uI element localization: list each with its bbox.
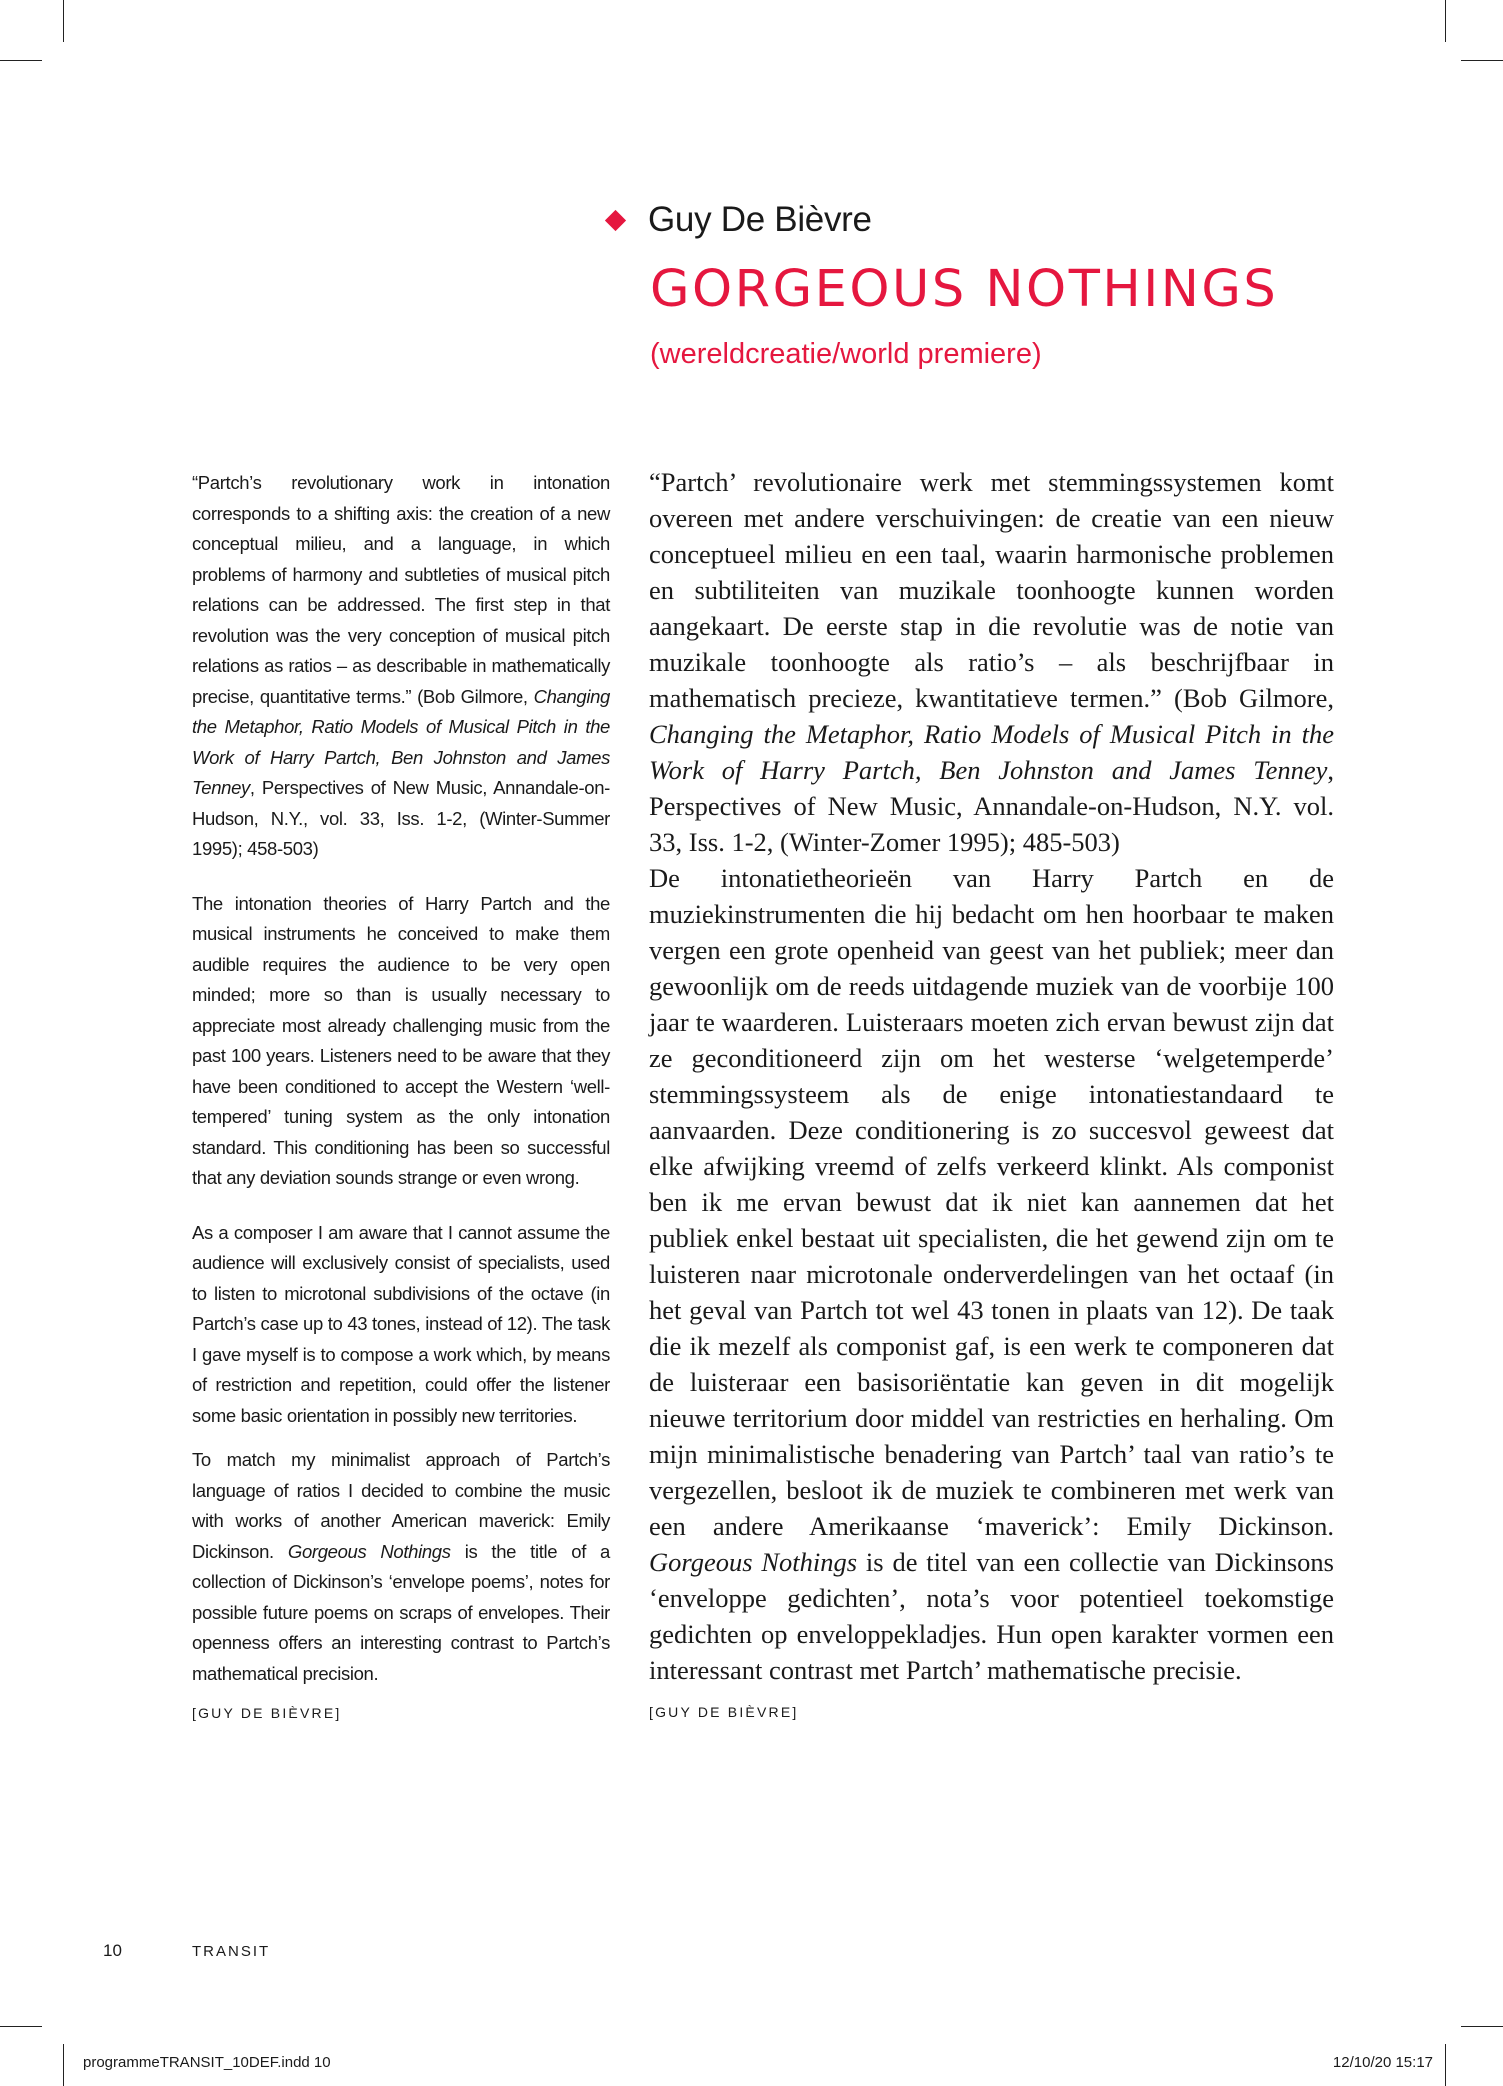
crop-mark bbox=[63, 2044, 64, 2086]
composer-line bbox=[604, 190, 1364, 250]
english-paragraph: As a composer I am aware that I cannot assume the audience will exclusively consist of specialists, used to listen to microtonal subdivisions of the octave (in Partch’s case up to 43 tones, instead of 12). The task I gave myself is to compose a work which, by means of restriction and repetition, could offer the listener some basic orientation in possibly new territories. bbox=[192, 1221, 610, 1426]
crop-mark bbox=[0, 2026, 42, 2027]
slug-timestamp: 12/10/20 15:17 bbox=[1332, 2054, 1433, 2071]
work-title-italic: Gorgeous Nothings bbox=[287, 1540, 451, 1562]
crop-mark bbox=[1461, 60, 1503, 61]
work-title-italic: Gorgeous Nothings bbox=[649, 1547, 858, 1577]
composer-name: Guy De Bièvre bbox=[648, 200, 872, 239]
crop-mark bbox=[1445, 2044, 1446, 2086]
slug-file-name: programmeTRANSIT_10DEF.indd 10 bbox=[83, 2054, 331, 2071]
english-paragraph: The intonation theories of Harry Partch and the musical instruments he conceived to make them audible requires the audience to be very open minded; more so than is usually necessary to appreciate most already challenging music from the past 100 years. Listeners need to be aware that they have been conditioned to accept the Western ‘well-tempered’ tuning system as the only intonation standard. This conditioning has been so successful that any deviation sounds strange or even wrong. bbox=[192, 892, 610, 1188]
crop-mark bbox=[0, 60, 42, 61]
page-number: 10 bbox=[103, 1941, 122, 1960]
dutch-paragraph: “Partch’ revolutionaire werk met stemmingssystemen komt overeen met andere verschuivingen: de creatie van een nieuw conceptueel milieu en een taal, waarin harmonische problemen en subtiliteiten van muzikale toonhoogte kunnen worden aangekaart. De eerste stap in die revolutie was de notie van muzikale toonhoogte als ratio’s – als beschrijfbaar in mathematisch precieze, kwantitatieve termen.” (Bob Gilmore, Changing the Metaphor, Ratio Models of Musical Pitch in the Work of Harry Partch, Ben Johnston and James Tenney, Perspectives of New Music, Annandale-on-Hudson, N.Y. vol. 33, Iss. 1-2, (Winter-Zomer 1995); 485-503) bbox=[649, 467, 1334, 857]
english-column bbox=[192, 468, 610, 1723]
diamond-bullet-icon bbox=[605, 209, 626, 230]
author-signature: [GUY DE BIÈVRE] bbox=[192, 1705, 342, 1721]
crop-mark bbox=[1445, 0, 1446, 42]
english-paragraph: To match my minimalist approach of Partch’s language of ratios I decided to combine the music with works of another American maverick: Emily Dickinson. Gorgeous Nothings is the title of a collection of Dickinson’s ‘envelope poems’, notes for possible future poems on scraps of envelopes. Their openness offers an interesting contrast to Partch’s mathematical precision. bbox=[192, 1449, 610, 1684]
crop-mark bbox=[63, 0, 64, 42]
premiere-note: (wereldcreatie/world premiere) bbox=[650, 338, 1042, 370]
running-head: TRANSIT bbox=[192, 1943, 271, 1960]
dutch-paragraph: De intonatietheorieën van Harry Partch en de muziekinstrumenten die hij bedacht om hen hoorbaar te maken vergen een grote openheid van geest van het publiek; meer dan gewoonlijk om de reeds uitdagende muziek van de voorbije 100 jaar te waarderen. Luisteraars moeten zich ervan bewust zijn dat ze geconditioneerd zijn om het westerse ‘welgetemperde’ stemmingssysteem als de enige intonatiestandaard te aanvaarden. Deze conditionering is zo succesvol geweest dat elke afwijking vreemd of zelfs verkeerd klinkt. Als componist ben ik me ervan bewust dat ik niet kan aannemen dat het publiek enkel bestaat uit specialisten, die het gewend zijn om te luisteren naar microtonale onderverdelingen van het octaaf (in het geval van Partch tot wel 43 tonen in plaats van 12). De taak die ik mezelf als componist gaf, is een werk te componeren dat de luisteraar een basisoriëntatie kan geven in dit mogelijk nieuwe territorium door middel van restricties en herhaling. Om mijn minimalistische benadering van Partch’ taal van ratio’s te vergezellen, besloot ik de muziek te combineren met werk van een andere Amerikaanse ‘maverick’: Emily Dickinson. Gorgeous Nothings is de titel van een collectie van Dickinsons ‘enveloppe gedichten’, nota’s voor potentieel toekomstige gedichten op enveloppekladjes. Hun open karakter vormen een interessant contrast met Partch’ mathematische precisie. bbox=[649, 863, 1334, 1685]
program-header bbox=[604, 190, 1364, 370]
author-signature: [GUY DE BIÈVRE] bbox=[649, 1704, 799, 1720]
citation-title: Changing the Metaphor, Ratio Models of Musical Pitch in the Work of Harry Partch, Ben Johnston and James Tenney bbox=[649, 719, 1334, 785]
english-paragraph: “Partch’s revolutionary work in intonation corresponds to a shifting axis: the creation of a new conceptual milieu, and a language, in which problems of harmony and subtleties of musical pitch relations can be addressed. The first step in that revolution was the very conception of musical pitch relations as ratios – as describable in mathematically precise, quantitative terms.” (Bob Gilmore, Changing the Metaphor, Ratio Models of Musical Pitch in the Work of Harry Partch, Ben Johnston and James Tenney, Perspectives of New Music, Annandale-on-Hudson, N.Y., vol. 33, Iss. 1-2, (Winter-Summer 1995); 458-503) bbox=[192, 472, 610, 859]
citation-title: Changing the Metaphor, Ratio Models of Musical Pitch in the Work of Harry Partch, Ben Johnston and James Tenney bbox=[192, 685, 610, 798]
crop-mark bbox=[1461, 2026, 1503, 2027]
work-title: GORGEOUS NOTHINGS bbox=[650, 260, 1279, 319]
dutch-column bbox=[649, 464, 1334, 1722]
